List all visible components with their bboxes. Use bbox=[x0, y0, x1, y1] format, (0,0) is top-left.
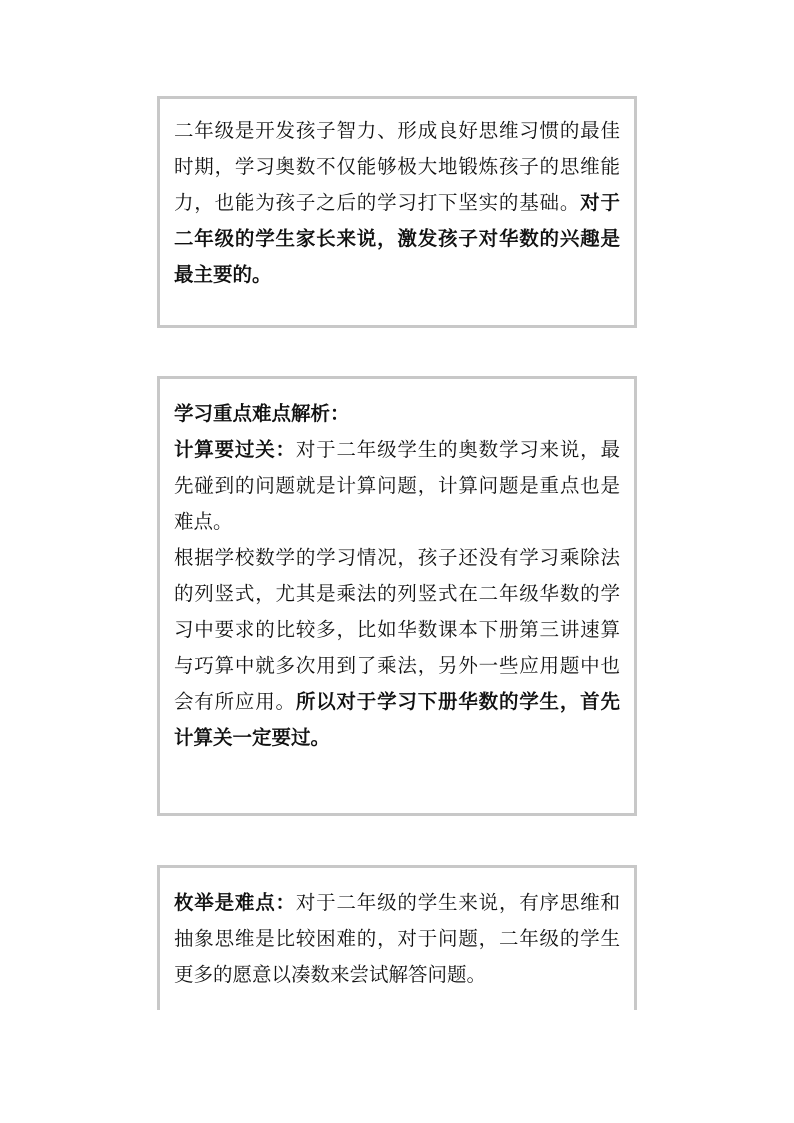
intro-paragraph bbox=[174, 113, 620, 293]
enumeration-box bbox=[157, 865, 637, 1010]
enumeration-paragraph bbox=[174, 885, 620, 993]
key-points-box bbox=[157, 376, 637, 816]
multiplication-paragraph bbox=[174, 540, 620, 756]
calc-paragraph bbox=[174, 432, 620, 540]
multiplication-text: 根据学校数学的学习情况，孩子还没有学习乘除法的列竖式，尤其是乘法的列竖式在二年级华数的学习中要求的比较多，比如华数课本下册第三讲速算与巧算中就多次用到了乘法，另外一些应用题中也会有所应用。 bbox=[174, 546, 620, 713]
intro-emphasis: 对于二年级的学生家长来说，激发孩子对华数的兴趣是最主要的。 bbox=[174, 191, 620, 286]
intro-box bbox=[157, 96, 637, 328]
enumeration-text: 对于二年级的学生来说，有序思维和抽象思维是比较困难的，对于问题，二年级的学生更多的愿意以凑数来尝试解答问题。 bbox=[174, 891, 620, 986]
intro-text: 二年级是开发孩子智力、形成良好思维习惯的最佳时期，学习奥数不仅能够极大地锻炼孩子的思维能力，也能为孩子之后的学习打下坚实的基础。 bbox=[174, 119, 620, 214]
enumeration-label: 枚举是难点： bbox=[174, 891, 296, 914]
key-points-heading: 学习重点难点解析： bbox=[174, 402, 350, 425]
calc-label: 计算要过关： bbox=[174, 438, 296, 461]
multiplication-emphasis: 所以对于学习下册华数的学生，首先计算关一定要过。 bbox=[174, 690, 620, 749]
calc-text: 对于二年级学生的奥数学习来说，最先碰到的问题就是计算问题，计算问题是重点也是难点。 bbox=[174, 438, 620, 533]
